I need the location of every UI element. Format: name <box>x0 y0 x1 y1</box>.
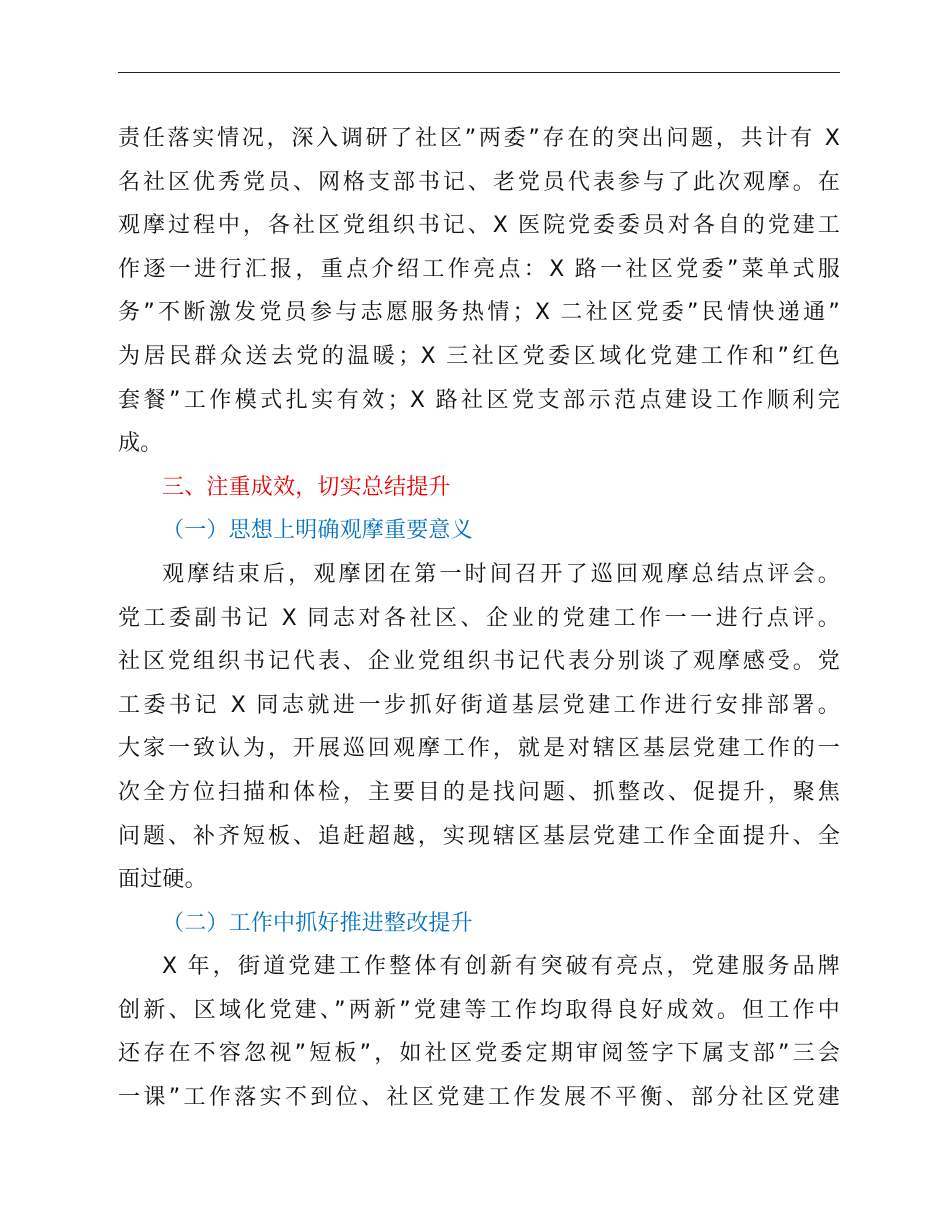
document-body <box>118 117 840 1120</box>
paragraph-line: 还存在不容忽视”短板”，如社区党委定期审阅签字下属支部”三会 <box>118 1041 840 1067</box>
paragraph-line: 观摩结束后，观摩团在第一时间召开了巡回观摩总结点评会。 <box>162 561 840 587</box>
paragraph-line: X 年，街道党建工作整体有创新有突破有亮点，党建服务品牌 <box>162 954 840 980</box>
paragraph-line: 责任落实情况，深入调研了社区”两委”存在的突出问题，共计有 X <box>118 126 840 151</box>
paragraph-line: 创新、区域化党建、”两新”党建等工作均取得良好成效。但工作中 <box>118 997 840 1023</box>
header-rule <box>118 72 840 73</box>
paragraph-line: 工委书记 X 同志就进一步抓好街道基层党建工作进行安排部署。 <box>118 692 840 718</box>
paragraph-line: 观摩过程中，各社区党组织书记、X 医院党委委员对各自的党建工 <box>118 213 840 239</box>
paragraph-line: 面过硬。 <box>118 867 207 893</box>
paragraph-line: 作逐一进行汇报，重点介绍工作亮点：X 路一社区党委”菜单式服 <box>118 256 840 282</box>
paragraph-line: 务”不断激发党员参与志愿服务热情；X 二社区党委”民情快递通” <box>118 300 840 326</box>
paragraph-line: 大家一致认为，开展巡回观摩工作，就是对辖区基层党建工作的一 <box>118 736 840 762</box>
paragraph-line: 成。 <box>118 431 163 457</box>
paragraph-line: 套餐”工作模式扎实有效；X 路社区党支部示范点建设工作顺利完 <box>118 387 840 413</box>
paragraph-line: 名社区优秀党员、网格支部书记、老党员代表参与了此次观摩。在 <box>118 169 840 195</box>
section-heading: 三、注重成效，切实总结提升 <box>162 474 451 500</box>
paragraph-line: 党工委副书记 X 同志对各社区、企业的党建工作一一进行点评。 <box>118 605 840 631</box>
paragraph-line: 社区党组织书记代表、企业党组织书记代表分别谈了观摩感受。党 <box>118 649 840 675</box>
paragraph-line: 为居民群众送去党的温暖；X 三社区党委区域化党建工作和”红色 <box>118 343 840 369</box>
paragraph-line: 一课”工作落实不到位、社区党建工作发展不平衡、部分社区党建 <box>118 1085 840 1111</box>
paragraph-line: 问题、补齐短板、追赶超越，实现辖区基层党建工作全面提升、全 <box>118 823 840 849</box>
subsection-heading: （一）思想上明确观摩重要意义 <box>162 518 473 544</box>
subsection-heading: （二）工作中抓好推进整改提升 <box>162 910 473 936</box>
paragraph-line: 次全方位扫描和体检，主要目的是找问题、抓整改、促提升，聚焦 <box>118 779 840 805</box>
